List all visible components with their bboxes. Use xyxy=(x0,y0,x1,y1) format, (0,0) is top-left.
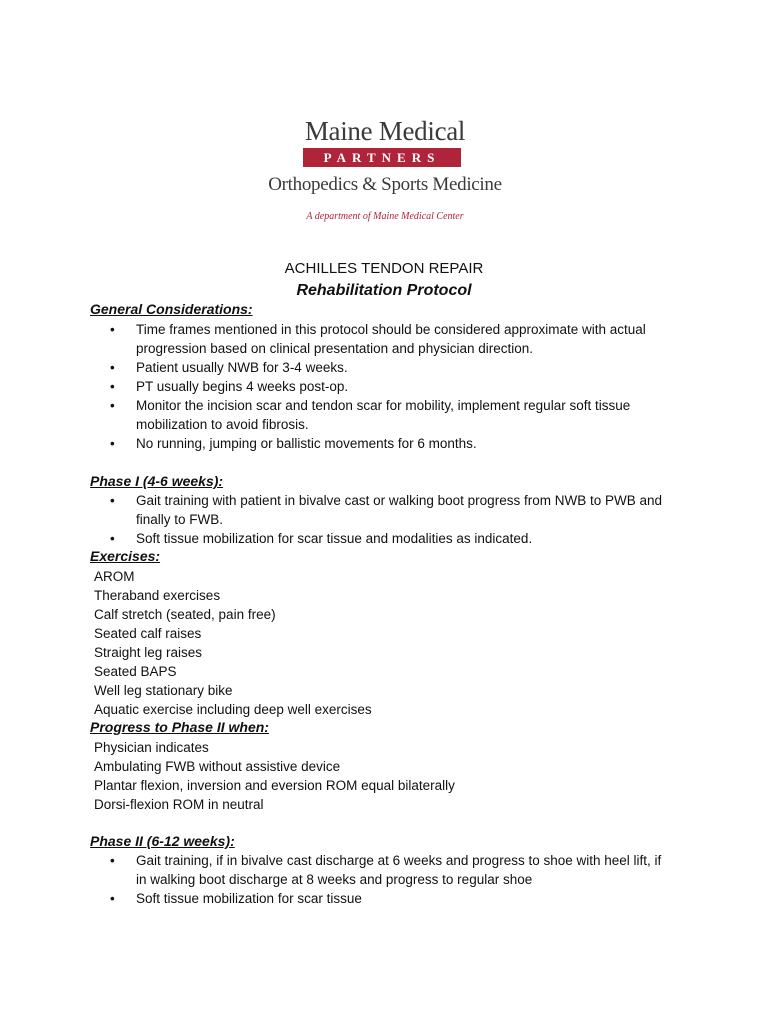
bullet-icon: • xyxy=(110,493,115,508)
list-item: Aquatic exercise including deep well exercises xyxy=(94,702,372,717)
bullet-icon: • xyxy=(110,379,115,394)
bullet-icon: • xyxy=(110,436,115,451)
phase-2-heading: Phase II (6-12 weeks): xyxy=(90,833,235,849)
phase-1-heading: Phase I (4-6 weeks): xyxy=(90,473,224,489)
document-title: ACHILLES TENDON REPAIR xyxy=(284,260,484,277)
bullet-icon: • xyxy=(110,531,115,546)
list-item: • Monitor the incision scar and tendon scar for mobility, implement regular soft tissue mobilization to avoid fibrosis. xyxy=(110,398,631,432)
list-item: Plantar flexion, inversion and eversion ROM equal bilaterally xyxy=(94,778,455,793)
bullet-icon: • xyxy=(110,322,115,337)
list-item: Seated BAPS xyxy=(94,664,177,679)
list-item: AROM xyxy=(94,569,135,584)
bullet-icon: • xyxy=(110,398,115,413)
exercises-heading: Exercises: xyxy=(90,548,161,564)
list-item: Ambulating FWB without assistive device xyxy=(94,759,341,774)
list-item: Seated calf raises xyxy=(94,626,202,641)
list-item: Dorsi-flexion ROM in neutral xyxy=(94,797,264,812)
list-item: Calf stretch (seated, pain free) xyxy=(94,607,276,622)
maine-medical-partners-logo xyxy=(225,112,545,252)
logo-department-tagline: A department of Maine Medical Center xyxy=(306,211,464,222)
bullet-icon: • xyxy=(110,853,115,868)
list-item: • Gait training with patient in bivalve cast or walking boot progress from NWB to PWB and finally to FWB. xyxy=(110,493,662,527)
bullet-icon: • xyxy=(110,891,115,906)
document-subtitle: Rehabilitation Protocol xyxy=(296,282,472,299)
general-considerations-heading: General Considerations: xyxy=(90,301,253,317)
list-item: Physician indicates xyxy=(94,740,209,755)
logo-orthopedics: Orthopedics & Sports Medicine xyxy=(268,174,502,195)
progress-heading: Progress to Phase II when: xyxy=(90,719,269,735)
list-item: Straight leg raises xyxy=(94,645,203,660)
list-item: • Gait training, if in bivalve cast discharge at 6 weeks and progress to shoe with heel lift, if in walking boot discharge at 8 weeks and progress to regular shoe xyxy=(110,853,662,887)
bullet-icon: • xyxy=(110,360,115,375)
logo-partners-bar: PARTNERS xyxy=(303,148,461,167)
list-item: • Time frames mentioned in this protocol should be considered approximate with actual progression based on clinical presentation and physician direction. xyxy=(110,322,646,356)
list-item: Well leg stationary bike xyxy=(94,683,233,698)
logo-maine-medical: Maine Medical xyxy=(304,116,466,146)
list-item: Theraband exercises xyxy=(94,588,221,603)
